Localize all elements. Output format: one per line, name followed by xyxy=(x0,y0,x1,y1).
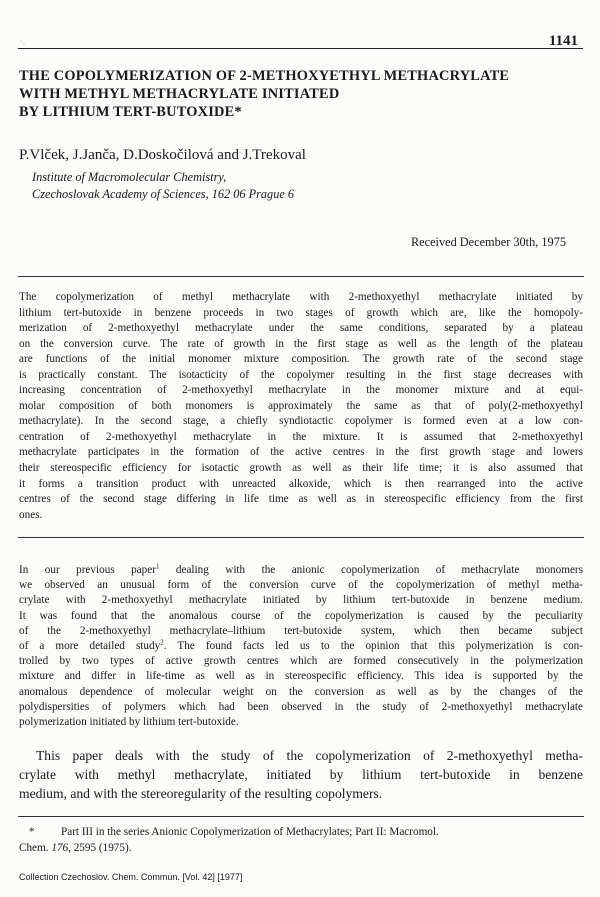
intro-line: trolled by two types of active growth centres which are formed consecutively in the polymerization xyxy=(19,655,583,668)
abstract-top-rule xyxy=(18,276,584,277)
abstract-line: lithium tert-butoxide in benzene proceeds in two stages of growth which are, like the homopoly- xyxy=(19,306,583,319)
abstract-line: it forms a transition product with unreacted alkoxide, which is then rearranged into the active xyxy=(19,477,583,490)
title-line: WITH METHYL METHACRYLATE INITIATED xyxy=(19,86,340,102)
footnote-text: Part III in the series Anionic Copolymerization of Methacrylates; Part II: Macromol. xyxy=(61,826,439,838)
footnote-text: Chem. xyxy=(19,842,52,854)
footnote-text: , 2595 (1975). xyxy=(68,842,132,854)
scan-mark: `· xyxy=(20,40,26,49)
intro-line: crylate with 2-methoxyethyl methacrylate initiated by lithium tert-butoxide in benzene medium. xyxy=(19,594,583,607)
abstract-line: methacrylate participates in the formation of the active centres in the first growth stage and lowers xyxy=(19,446,583,459)
abstract-line: methacrylate). In the second stage, a chiefly syndiotactic copolymer is formed even at a low con- xyxy=(19,415,583,428)
intro-line: polymerization initiated by lithium tert-butoxide. xyxy=(19,716,239,729)
title-line: THE COPOLYMERIZATION OF 2-METHOXYETHYL METHACRYLATE xyxy=(19,68,510,84)
scope-line: crylate with methyl methacrylate, initiated by lithium tert-butoxide in benzene xyxy=(19,767,583,782)
abstract-line: molar composition of both monomers is approximately the same as that of poly(2-methoxyethyl xyxy=(19,399,583,412)
affiliation-line: Institute of Macromolecular Chemistry, xyxy=(32,170,227,184)
abstract-line: merization of 2-methoxyethyl methacrylate under the same conditions, separated by a plateau xyxy=(19,322,583,335)
abstract-line: centration of 2-methoxyethyl methacrylate in the mixture. It is assumed that 2-methoxyethyl xyxy=(19,430,583,443)
reference-1: 1 xyxy=(155,562,160,571)
footnote xyxy=(19,824,583,856)
intro-text: of a more detailed study xyxy=(19,640,161,653)
intro-text: dealing with the anionic copolymerization of methacrylate monomers xyxy=(159,564,583,576)
abstract-line: increasing concentration of 2-methoxyethyl methacrylate in the monomer mixture and at equi- xyxy=(19,384,583,397)
footnote-marker: * xyxy=(29,826,35,838)
intro-line: polydispersities of polymers which had been observed in the study of 2-methoxyethyl methacrylate xyxy=(19,700,583,713)
footnote-volume: 176 xyxy=(51,842,69,854)
abstract-line: are functions of the initial monomer mixture composition. The growth rate of the second stage xyxy=(19,353,583,366)
intro-text: . The found facts led us to the opinion that this polymerization is con- xyxy=(163,640,583,653)
reference-2: 2 xyxy=(160,638,164,647)
header-rule xyxy=(18,48,583,49)
scope-line: medium, and with the stereoregularity of the resulting copolymers. xyxy=(19,786,383,801)
affiliation xyxy=(32,169,294,203)
page-number: 1141 xyxy=(548,33,578,49)
intro-line: we observed an unusual form of the conversion curve of the copolymerization of methyl metha- xyxy=(19,579,583,592)
intro-line: anomalous dependence of molecular weight on the conversion as well as by the changes of the xyxy=(19,685,583,698)
footnote-rule xyxy=(18,816,584,817)
intro-text: In our previous paper xyxy=(19,564,156,576)
intro-line: mixture and differ in life-time as well as in stereospecific efficiency. This idea is supported by the xyxy=(19,670,583,683)
abstract-line: is practically constant. The isotacticity of the copolymer resulting in the first stage decreases with xyxy=(19,368,583,381)
author-list: P.Vlček, J.Janča, D.Doskočilová and J.Trekoval xyxy=(19,147,306,163)
abstract-bottom-rule xyxy=(18,537,584,538)
introduction-paragraph xyxy=(19,563,583,730)
received-date: Received December 30th, 1975 xyxy=(410,235,566,249)
title-line: BY LITHIUM TERT-BUTOXIDE* xyxy=(19,104,242,120)
abstract-line: centres of the second stage differing in life time as well as in stereospecific efficiency from the first xyxy=(19,493,583,506)
intro-line: It was found that the anomalous course of the copolymerization is caused by the peculiarity xyxy=(19,609,583,622)
abstract-line: on the conversion curve. The rate of growth in the first stage as well as the length of the plateau xyxy=(19,337,583,350)
scope-line: This paper deals with the study of the copolymerization of 2-methoxyethyl metha- xyxy=(36,748,583,763)
scope-paragraph xyxy=(19,746,583,803)
abstract-line: their stereospecific efficiency for isotactic growth as well as their life time; it is also assumed that xyxy=(19,462,583,475)
affiliation-line: Czechoslovak Academy of Sciences, 162 06 Prague 6 xyxy=(32,187,295,201)
abstract-line: ones. xyxy=(19,508,43,521)
intro-line: of the 2-methoxyethyl methacrylate–lithium tert-butoxide system, which then became subject xyxy=(19,624,583,637)
journal-footer: Collection Czechoslov. Chem. Commun. [Vol. 42] [1977] xyxy=(19,872,243,882)
abstract xyxy=(19,290,583,523)
abstract-line: The copolymerization of methyl methacrylate with 2-methoxyethyl methacrylate initiated by xyxy=(19,291,583,303)
article-title xyxy=(19,67,579,121)
